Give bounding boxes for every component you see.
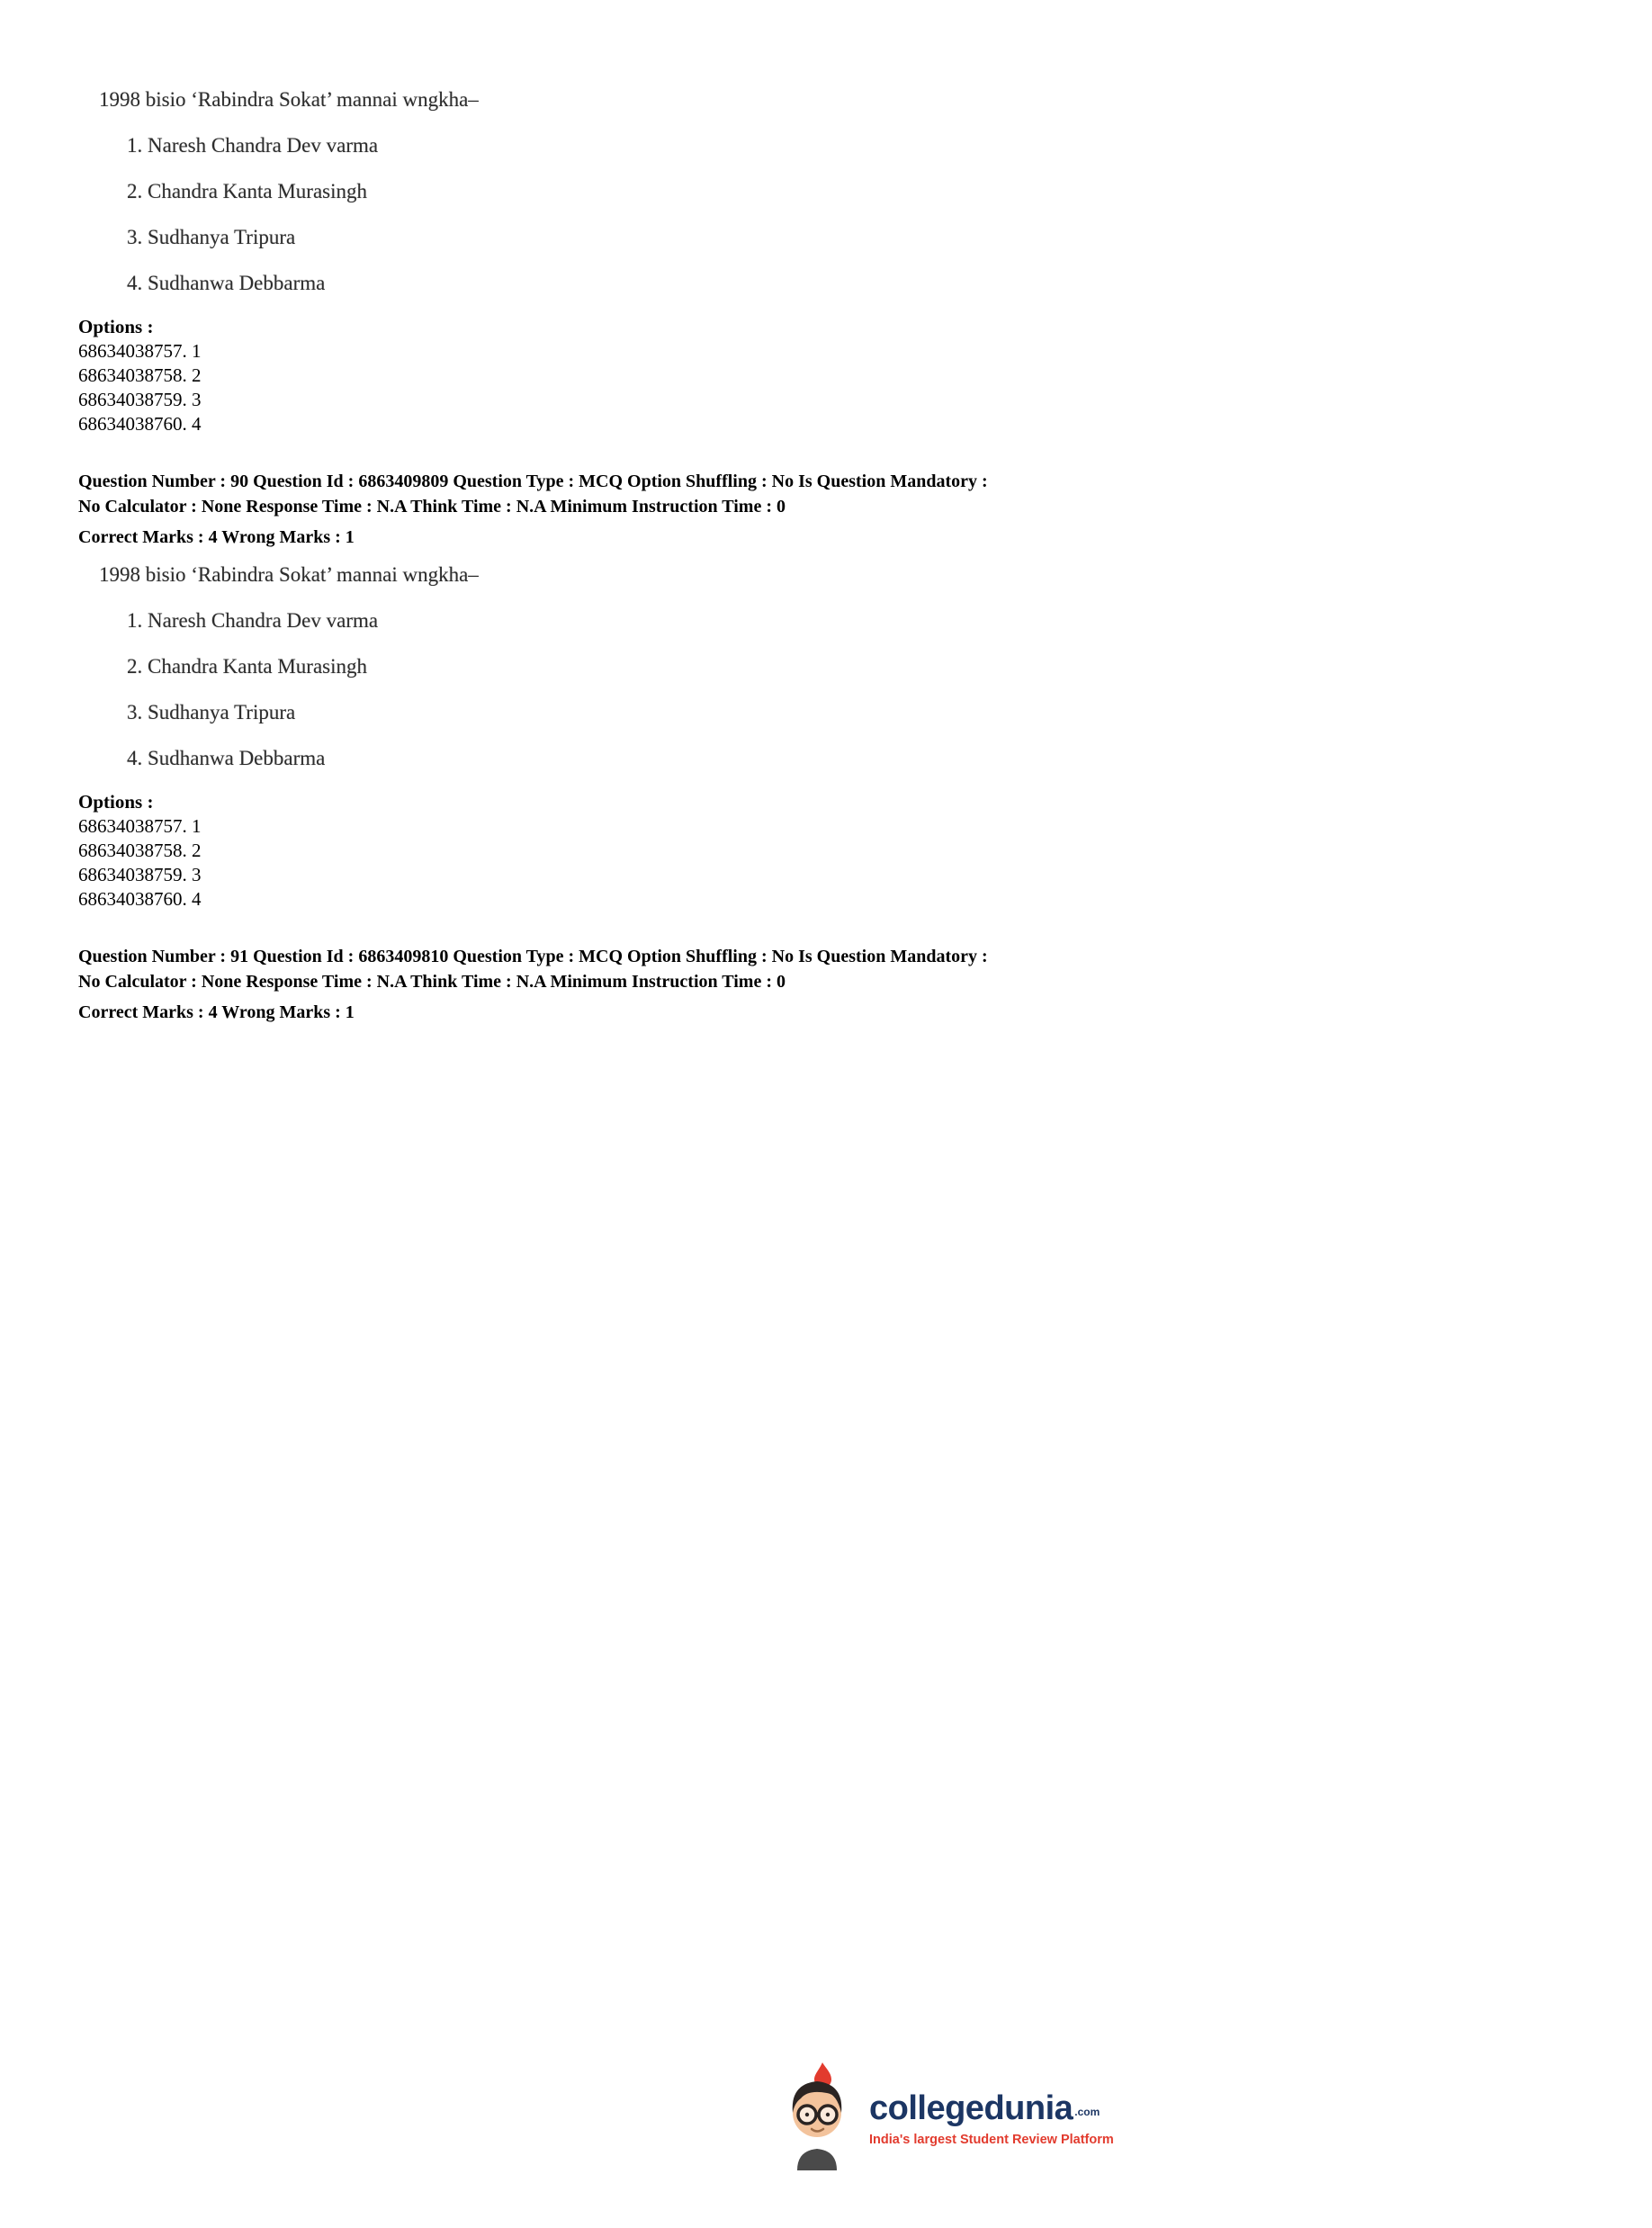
- collegedunia-logo: [776, 2062, 1114, 2175]
- choice-1: 1. Naresh Chandra Dev varma: [127, 609, 379, 632]
- brand-name: collegedunia .com: [869, 2089, 1100, 2127]
- choice-4: 4. Sudhanwa Debbarma: [127, 747, 326, 769]
- brand-tagline: India's largest Student Review Platform: [869, 2133, 1114, 2147]
- page-content: [0, 0, 988, 1025]
- question-text: 1998 bisio ‘Rabindra Sokat’ mannai wngkha–: [99, 563, 479, 586]
- question-block-top: [78, 87, 954, 436]
- choice-4: 4. Sudhanwa Debbarma: [127, 272, 326, 294]
- choice-3: 3. Sudhanya Tripura: [127, 701, 296, 723]
- option-id-2: 68634038758. 2: [78, 364, 202, 386]
- question-text: 1998 bisio ‘Rabindra Sokat’ mannai wngkha–: [99, 88, 479, 111]
- question-90-metadata: [78, 469, 988, 550]
- option-id-1: 68634038757. 1: [78, 815, 202, 837]
- choice-2: 2. Chandra Kanta Murasingh: [127, 180, 367, 202]
- meta-line-1: Question Number : 91 Question Id : 6863409810 Question Type : MCQ Option Shuffling : No Is Question Mandatory :: [78, 947, 988, 966]
- collegedunia-mascot-icon: [776, 2062, 858, 2175]
- options-label: Options :: [78, 316, 154, 337]
- options-label: Options :: [78, 791, 154, 813]
- choice-1: 1. Naresh Chandra Dev varma: [127, 134, 379, 157]
- collegedunia-brand-text: [869, 2090, 1114, 2147]
- marks-line: Correct Marks : 4 Wrong Marks : 1: [78, 1002, 355, 1022]
- option-id-3: 68634038759. 3: [78, 864, 202, 885]
- option-id-4: 68634038760. 4: [78, 413, 202, 435]
- option-id-3: 68634038759. 3: [78, 389, 202, 410]
- question-block-repeat: [78, 562, 954, 912]
- option-id-1: 68634038757. 1: [78, 340, 202, 362]
- meta-line-2: No Calculator : None Response Time : N.A Think Time : N.A Minimum Instruction Time : 0: [78, 972, 786, 992]
- brand-suffix: .com: [1074, 2106, 1100, 2118]
- marks-line: Correct Marks : 4 Wrong Marks : 1: [78, 527, 355, 547]
- meta-line-2: No Calculator : None Response Time : N.A Think Time : N.A Minimum Instruction Time : 0: [78, 497, 786, 517]
- meta-line-1: Question Number : 90 Question Id : 6863409809 Question Type : MCQ Option Shuffling : No Is Question Mandatory :: [78, 472, 988, 491]
- question-91-metadata: [78, 944, 988, 1025]
- option-id-4: 68634038760. 4: [78, 888, 202, 910]
- choice-3: 3. Sudhanya Tripura: [127, 226, 296, 248]
- option-id-2: 68634038758. 2: [78, 840, 202, 861]
- choice-2: 2. Chandra Kanta Murasingh: [127, 655, 367, 678]
